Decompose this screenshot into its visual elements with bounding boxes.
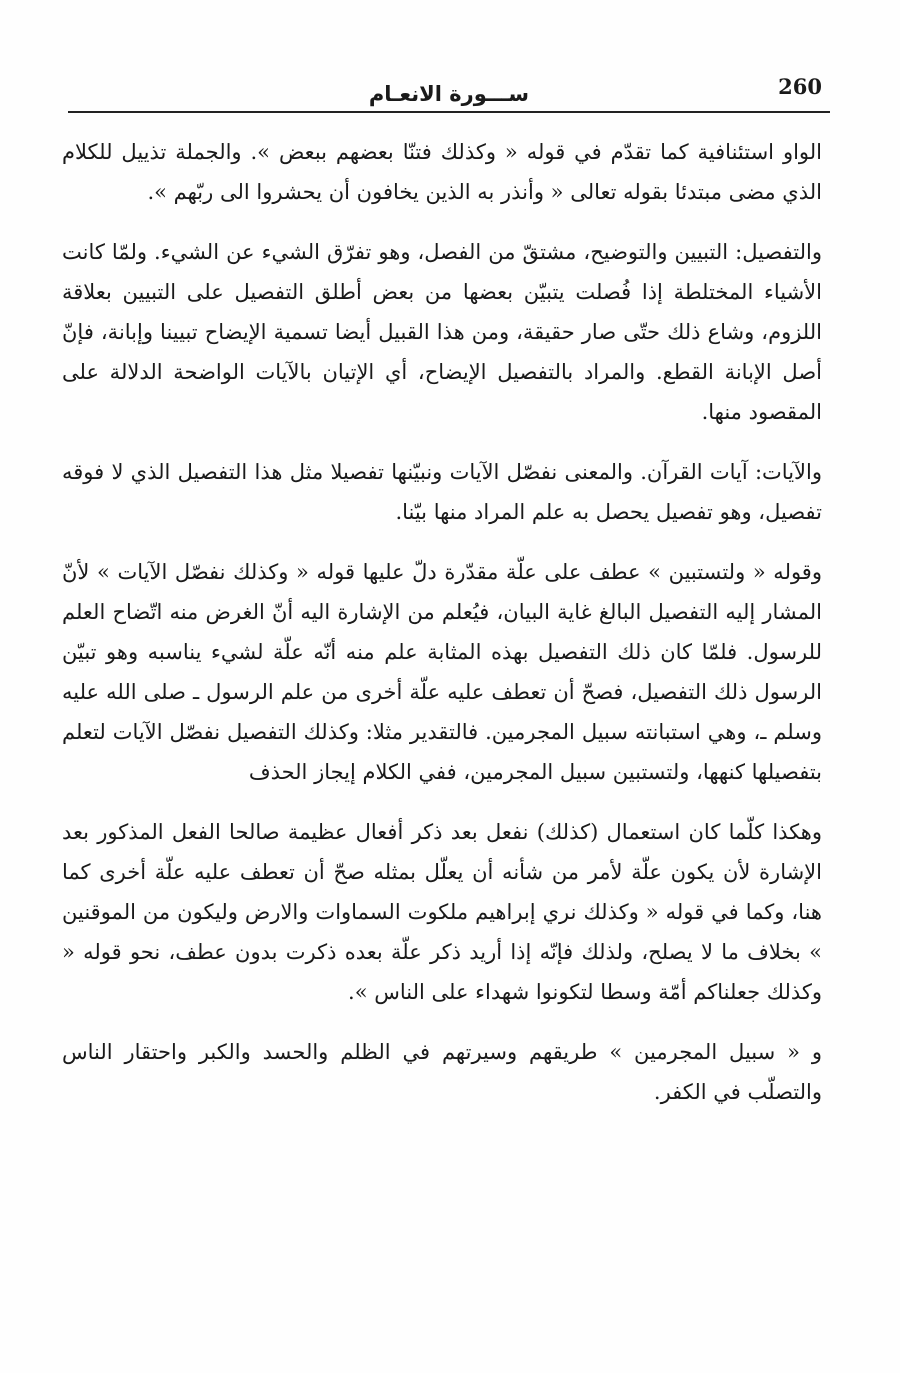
paragraph: الواو استئنافية كما تقدّم في قوله « وكذلك فتنّا بعضهم ببعض ». والجملة تذييل للكلام الذي مضى مبتدئا بقوله تعالى « وأنذر به الذين يخافون أن يحشروا الى ربّهم ». [62, 140, 822, 204]
paragraph: والآيات: آيات القرآن. والمعنى نفصّل الآيات ونبيّنها تفصيلا مثل هذا التفصيل الذي لا فوقه تفصيل، وهو تفصيل يحصل به علم المراد منها بيّنا. [62, 460, 822, 524]
paragraph: وقوله « ولتستبين » عطف على علّة مقدّرة دلّ عليها قوله « وكذلك نفصّل الآيات » لأنّ المشار إليه التفصيل البالغ غاية البيان، فيُعلم من الإشارة اليه أنّ الغرض منه اتّضاح العلم للرسول. فلمّا كان ذلك التفصيل بهذه المثابة علم منه أنّه علّة لشيء يناسبه وهو تبيّن الرسول ذلك التفصيل، فصحّ أن تعطف عليه علّة أخرى من علم الرسول ـ صلى الله عليه وسلم ـ، وهي استبانته سبيل المجرمين. فالتقدير مثلا: وكذلك التفصيل نفصّل الآيات لتعلم بتفصيلها كنهها، ولتستبين سبيل المجرمين، ففي الكلام إيجاز الحذف [62, 560, 822, 784]
page-header [68, 72, 830, 108]
page-number: 260 [778, 74, 822, 99]
header-rule [68, 111, 830, 113]
paragraph: وهكذا كلّما كان استعمال (كذلك) نفعل بعد ذكر أفعال عظيمة صالحا الفعل المذكور بعد الإشارة لأن يكون علّة لأمر من شأنه أن يعلّل بمثله صحّ أن تعطف عليه علّة أخرى كما هنا، وكما في قوله « وكذلك نري إبراهيم ملكوت السماوات والارض وليكون من الموقنين » بخلاف ما لا يصلح، ولذلك فإنّه إذا أريد ذكر علّة بعده ذكرت بدون عطف، نحو قوله « وكذلك جعلناكم أمّة وسطا لتكونوا شهداء على الناس ». [62, 820, 822, 1004]
running-title: ســـورة الانعـام [368, 82, 530, 106]
body-text [62, 132, 822, 1132]
paragraph: والتفصيل: التبيين والتوضيح، مشتقّ من الفصل، وهو تفرّق الشيء عن الشيء. ولمّا كانت الأشياء المختلطة إذا فُصلت يتبيّن بعضها من بعض أطلق التفصيل على التبيين بعلاقة اللزوم، وشاع ذلك حتّى صار حقيقة، ومن هذا القبيل أيضا تسمية الإيضاح تبيينا وإبانة، فإنّ أصل الإبانة القطع. والمراد بالتفصيل الإيضاح، أي الإتيان بالآيات الواضحة الدلالة على المقصود منها. [62, 240, 822, 424]
paragraph: و « سبيل المجرمين » طريقهم وسيرتهم في الظلم والحسد والكبر واحتقار الناس والتصلّب في الكفر. [62, 1040, 822, 1104]
